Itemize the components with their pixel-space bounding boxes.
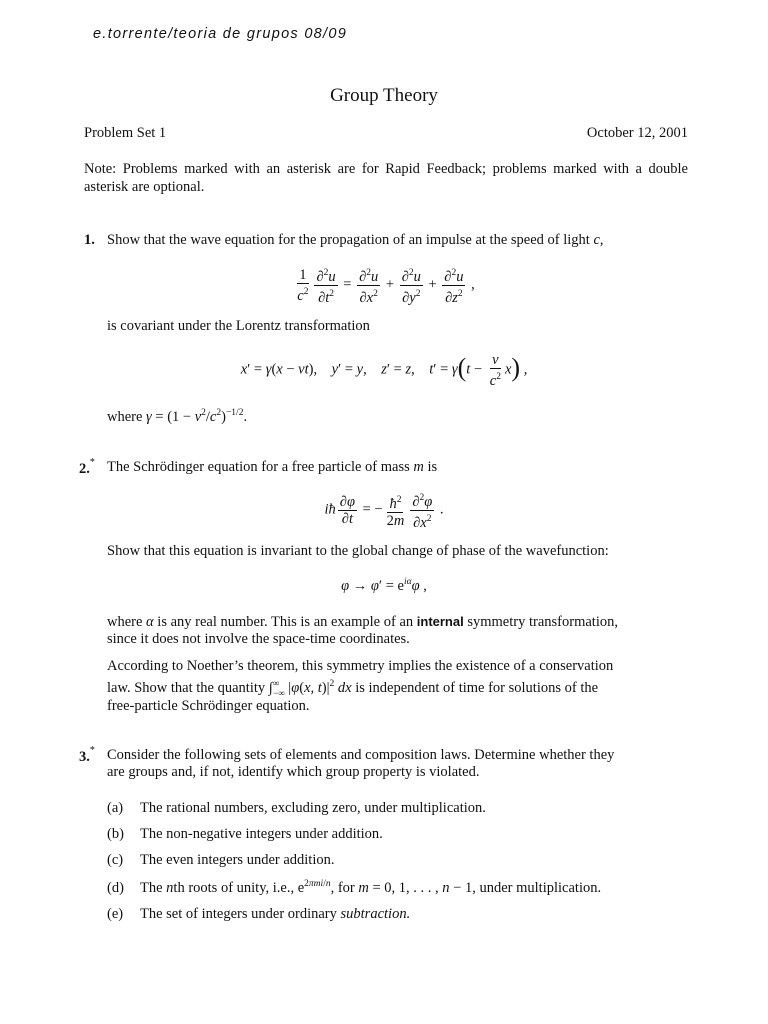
problem-3-number: 3.*	[79, 745, 95, 765]
problem-1-text: Show that the wave equation for the propagation of an impulse at the speed of light c,	[107, 232, 604, 248]
problem-2-number: 2.*	[79, 457, 95, 477]
problem-2-noether-text: According to Noether’s theorem, this symmetry implies the existence of a conservation law. Show that the quantity $\int^\infty_{-\infty}$ |φ(x, $t)|^2$ dx is independent of time for solutions of the free-particle Schrödinger equation.	[107, 658, 614, 714]
wave-equation: $\frac{1}{c^2}$ $\frac{\partial^2u}{\partial t^2}$ = $\frac{\partial^2u}{\partial x^2}$ + $\frac{\partial^2u}{\partial y^2}$ + $\frac{\partial^2u}{\partial z^2}$ ,	[297, 266, 475, 306]
header-tag: e.torrente/teoria de grupos 08/09	[93, 26, 348, 42]
page-title: Group Theory	[330, 85, 438, 106]
problem-2-alpha-text: where α is any real number. This is an example of an internal symmetry transformation, since it does not involve the space-time coordinates.	[107, 614, 618, 647]
problem-1-number: 1.	[84, 232, 95, 248]
problem-1-covariant-text: is covariant under the Lorentz transformation	[107, 318, 370, 334]
schrodinger-equation: iħ $\frac{\partial\varphi}{\partial t}$ = − $\frac{ħ^2}{2m}$ $\frac{\partial^2\varphi}{\partial x^2}$ .	[0, 490, 768, 531]
date-label: October 12, 2001	[586, 125, 688, 141]
problem-set-label: Problem Set 1	[84, 125, 167, 141]
lorentz-transformation: x′ = γ(x − vt), y′ = y, z′ = z, t′ = γ(t − $\frac{v}{c^2}$ x) ,	[240, 352, 528, 389]
problem-2-invariant-text: Show that this equation is invariant to the global change of phase of the wavefunction:	[107, 543, 609, 559]
problem-2-intro: The Schrödinger equation for a free particle of mass m is	[107, 459, 438, 475]
problem-1-where: where $\gamma = (1 - v^2/c^2)^{-1/2}$.	[107, 408, 248, 425]
list-item: (e) The set of integers under ordinary subtraction.	[107, 906, 411, 922]
list-item: (a) The rational numbers, excluding zero, under multiplication.	[107, 800, 486, 816]
list-item: (d) The nth roots of unity, i.e., $e^{2\pi mi/n}$, for m = 0, 1, . . . , n − 1, under multiplication.	[107, 879, 602, 896]
note-paragraph: Note: Problems marked with an asterisk are for Rapid Feedback; problems marked with a double asterisk are optional.	[84, 161, 688, 195]
problem-3-intro: Consider the following sets of elements and composition laws. Determine whether they are groups and, if not, identify which group property is violated.	[107, 747, 615, 780]
internal-word: internal	[416, 614, 464, 629]
list-item: (c) The even integers under addition.	[107, 852, 335, 868]
phase-change-equation: $\varphi \to \varphi' = e^{i\alpha}\varphi$ ,	[341, 577, 427, 594]
list-item: (b) The non-negative integers under addition.	[107, 826, 383, 842]
